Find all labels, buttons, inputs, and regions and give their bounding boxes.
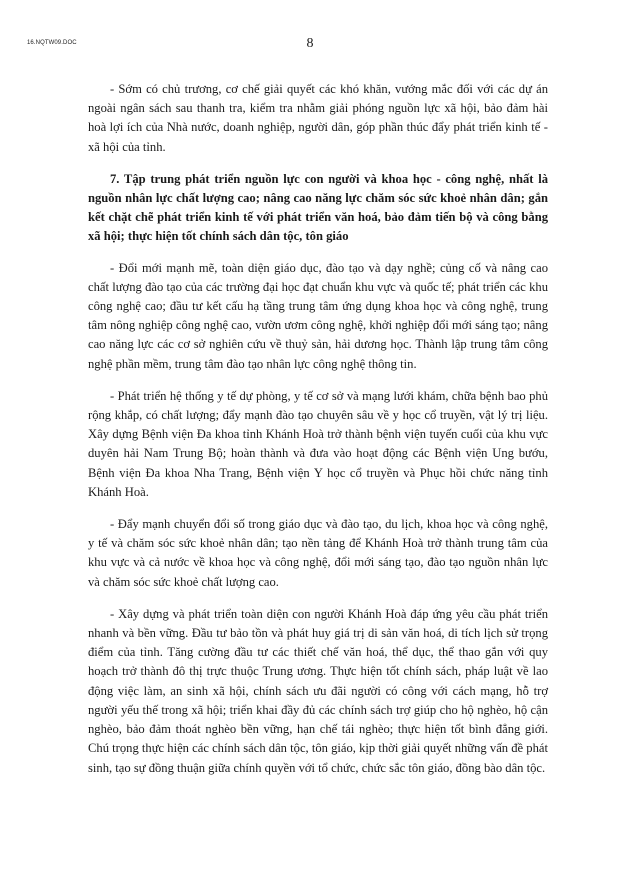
page-number: 8 — [306, 36, 314, 51]
paragraph-education: - Đổi mới mạnh mẽ, toàn diện giáo dục, đào tạo và dạy nghề; củng cố và nâng cao chất lượng đào tạo của các trường đại học đạt chuẩn khu vực và quốc tế; phát triển các khu công nghệ cao; đầu tư kết cấu hạ tầng trung tâm ứng dụng khoa học và công nghệ, trung tâm nông nghiệp công nghệ cao, vườn ươm công nghệ, khởi nghiệp đổi mới sáng tạo; nâng cao năng lực các cơ sở nghiên cứu về thuỷ sản, hải dương học. Thành lập trung tâm công nghệ phần mềm, trung tâm đào tạo nhân lực công nghệ thông tin. — [88, 260, 548, 371]
paragraph-human-development: - Xây dựng và phát triển toàn diện con người Khánh Hoà đáp ứng yêu cầu phát triển nhanh và bền vững. Đầu tư bảo tồn và phát huy giá trị di sản văn hoá, di tích lịch sử trọng điểm của tỉnh. Tăng cường đầu tư các thiết chế văn hoá, thể dục, thể thao gắn với quy hoạch trở thành đô thị trực thuộc Trung ương. Thực hiện tốt chính sách, pháp luật về lao động việc làm, an sinh xã hội, chính sách ưu đãi người có công với cách mạng, hỗ trợ người yếu thế trong xã hội; triển khai đầy đủ các chính sách trợ giúp cho hộ nghèo, hộ cận nghèo, bảo đảm thoát nghèo bền vững, hạn chế tái nghèo; thực hiện tốt bình đẳng giới. Chú trọng thực hiện các chính sách dân tộc, tôn giáo, kịp thời giải quyết những vấn đề phát sinh, tạo sự đồng thuận giữa chính quyền với tổ chức, chức sắc tôn giáo, đồng bào dân tộc. — [88, 606, 548, 775]
paragraph-digital-transformation: - Đẩy mạnh chuyển đổi số trong giáo dục và đào tạo, du lịch, khoa học và công nghệ, y tế và chăm sóc sức khoẻ nhân dân; tạo nền tảng để Khánh Hoà trở thành trung tâm của khu vực và cả nước về khoa học và công nghệ, đổi mới sáng tạo, đào tạo nguồn nhân lực và chăm sóc sức khoẻ chất lượng cao. — [88, 517, 548, 589]
paragraph-healthcare: - Phát triển hệ thống y tế dự phòng, y tế cơ sở và mạng lưới khám, chữa bệnh bao phủ rộng khắp, có chất lượng; đẩy mạnh đào tạo chuyên sâu về y học cổ truyền, vật lý trị liệu. Xây dựng Bệnh viện Đa khoa tỉnh Khánh Hoà trở thành bệnh viện tuyến cuối của khu vực duyên hải Nam Trung Bộ; hoàn thành và đưa vào hoạt động các Bệnh viện Ung bướu, Bệnh viện Đa khoa Nha Trang, Bệnh viện Y học cổ truyền và Phục hồi chức năng tỉnh Khánh Hoà. — [88, 388, 548, 499]
intro-paragraph: - Sớm có chủ trương, cơ chế giải quyết các khó khăn, vướng mắc đối với các dự án ngoài ngân sách sau thanh tra, kiểm tra nhằm giải phóng nguồn lực xã hội, bảo đảm hài hoà lợi ích của Nhà nước, doanh nghiệp, người dân, góp phần thúc đẩy phát triển kinh tế - xã hội của tỉnh. — [88, 82, 548, 154]
document-file-code: 16.NQTW09.DOC — [27, 40, 77, 46]
section-heading: 7. Tập trung phát triển nguồn lực con người và khoa học - công nghệ, nhất là nguồn nhân lực chất lượng cao; nâng cao năng lực chăm sóc sức khoẻ nhân dân; gắn kết chặt chẽ phát triển kinh tế với phát triển văn hoá, bảo đảm tiến bộ và công bằng xã hội; thực hiện tốt chính sách dân tộc, tôn giáo — [88, 171, 548, 244]
document-body — [88, 80, 548, 791]
